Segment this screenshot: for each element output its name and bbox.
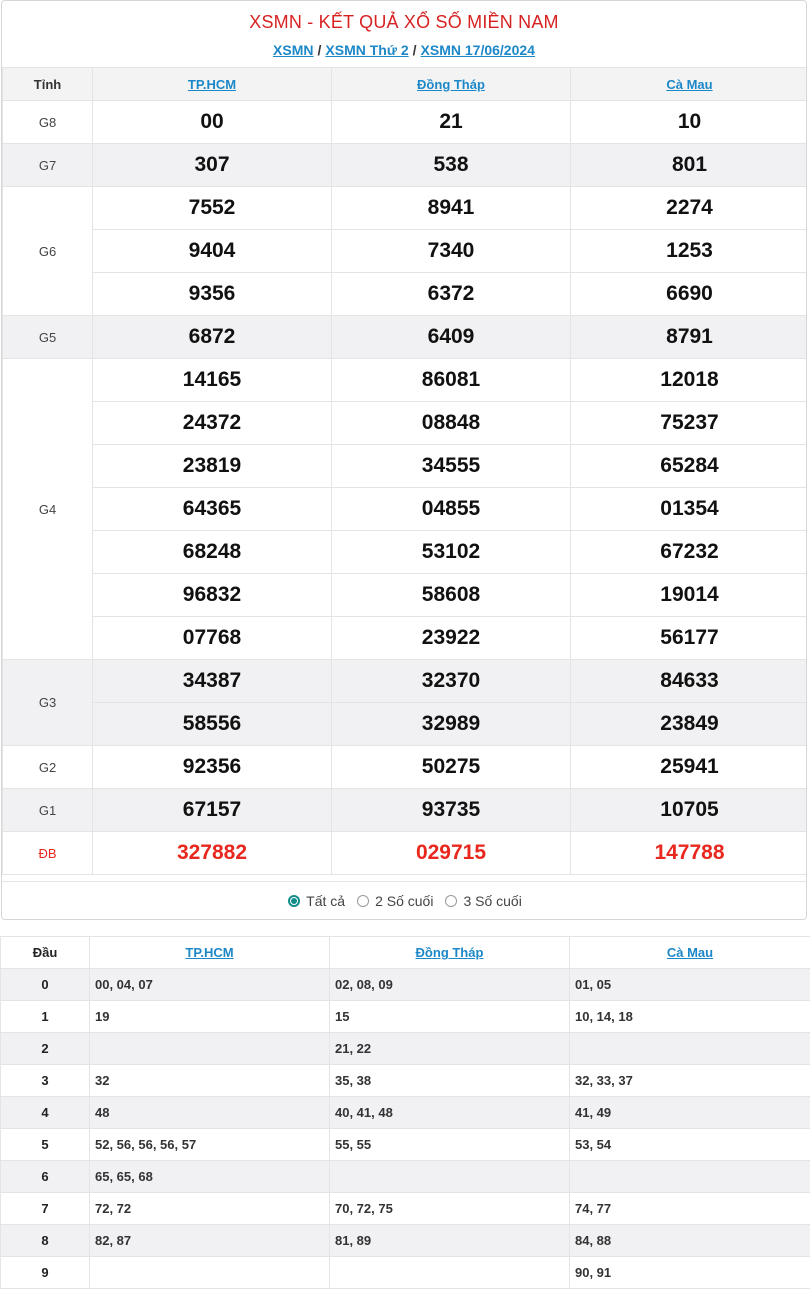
prize-number: 34387	[93, 660, 332, 703]
dau-table	[0, 936, 810, 1289]
prize-number: 2274	[571, 187, 808, 230]
dau-values	[330, 1161, 570, 1193]
prize-number: 23819	[93, 445, 332, 488]
prize-number: 07768	[93, 617, 332, 660]
prize-number: 12018	[571, 359, 808, 402]
dau-values: 35, 38	[330, 1065, 570, 1097]
dau-digit: 6	[1, 1161, 90, 1193]
prize-row	[3, 144, 808, 187]
radio-icon[interactable]	[288, 895, 300, 907]
option-label: Tất cả	[306, 893, 346, 909]
prize-number: 029715	[332, 832, 571, 875]
prize-number: 50275	[332, 746, 571, 789]
prize-row	[3, 488, 808, 531]
dau-digit: 5	[1, 1129, 90, 1161]
dau-values: 72, 72	[90, 1193, 330, 1225]
dau-row	[1, 1193, 810, 1225]
radio-icon[interactable]	[357, 895, 369, 907]
dau-link-tphcm[interactable]: TP.HCM	[185, 945, 234, 960]
prize-label: G7	[3, 144, 93, 187]
breadcrumb	[2, 42, 806, 58]
prize-number: 801	[571, 144, 808, 187]
dau-digit: 0	[1, 969, 90, 1001]
dau-values: 70, 72, 75	[330, 1193, 570, 1225]
option-2[interactable]	[445, 893, 521, 909]
column-header-province: Tỉnh	[3, 68, 93, 101]
dau-digit: 7	[1, 1193, 90, 1225]
prize-number: 67157	[93, 789, 332, 832]
dau-row	[1, 1257, 810, 1289]
prize-number: 1253	[571, 230, 808, 273]
prize-number: 23849	[571, 703, 808, 746]
dau-digit: 1	[1, 1001, 90, 1033]
prize-number: 67232	[571, 531, 808, 574]
prize-row	[3, 316, 808, 359]
prize-row	[3, 531, 808, 574]
dau-values: 21, 22	[330, 1033, 570, 1065]
dau-row	[1, 969, 810, 1001]
prize-row	[3, 574, 808, 617]
dau-header-camau	[570, 937, 810, 969]
prize-number: 56177	[571, 617, 808, 660]
option-label: 3 Số cuối	[463, 893, 522, 909]
prize-number: 307	[93, 144, 332, 187]
dau-values: 10, 14, 18	[570, 1001, 810, 1033]
results-card	[1, 0, 807, 920]
dau-values	[90, 1257, 330, 1289]
breadcrumb-separator: /	[412, 42, 417, 58]
column-header-tphcm	[93, 68, 332, 101]
breadcrumb-xsmn-date[interactable]: XSMN 17/06/2024	[420, 42, 535, 58]
prize-number: 25941	[571, 746, 808, 789]
dau-row	[1, 1129, 810, 1161]
province-link-tphcm[interactable]: TP.HCM	[187, 76, 237, 92]
prize-number: 8791	[571, 316, 808, 359]
breadcrumb-xsmn-thu2[interactable]: XSMN Thứ 2	[325, 42, 409, 58]
dau-digit: 2	[1, 1033, 90, 1065]
page-title: XSMN - KẾT QUẢ XỔ SỐ MIỀN NAM	[249, 12, 559, 32]
dau-values: 00, 04, 07	[90, 969, 330, 1001]
display-options	[2, 881, 807, 920]
prize-number: 10	[571, 101, 808, 144]
prize-label: G1	[3, 789, 93, 832]
prize-number: 9356	[93, 273, 332, 316]
prize-label: G2	[3, 746, 93, 789]
dau-values	[570, 1161, 810, 1193]
prize-number: 58608	[332, 574, 571, 617]
prize-number: 327882	[93, 832, 332, 875]
dau-values: 41, 49	[570, 1097, 810, 1129]
prize-number: 86081	[332, 359, 571, 402]
prize-number: 68248	[93, 531, 332, 574]
prize-number: 32989	[332, 703, 571, 746]
prize-row	[3, 617, 808, 660]
dau-digit: 8	[1, 1225, 90, 1257]
prize-number: 58556	[93, 703, 332, 746]
option-label: 2 Số cuối	[375, 893, 434, 909]
prize-row	[3, 187, 808, 230]
prize-number: 04855	[332, 488, 571, 531]
prize-number: 24372	[93, 402, 332, 445]
prize-number: 10705	[571, 789, 808, 832]
breadcrumb-xsmn[interactable]: XSMN	[273, 42, 314, 58]
prize-label: G4	[3, 359, 93, 660]
radio-icon[interactable]	[445, 895, 457, 907]
dau-digit: 3	[1, 1065, 90, 1097]
column-header-camau	[571, 68, 808, 101]
prize-row	[3, 746, 808, 789]
prize-row	[3, 230, 808, 273]
prize-number: 32370	[332, 660, 571, 703]
prize-number: 34555	[332, 445, 571, 488]
breadcrumb-separator: /	[317, 42, 322, 58]
dau-values: 82, 87	[90, 1225, 330, 1257]
dau-digit: 9	[1, 1257, 90, 1289]
dau-row	[1, 1001, 810, 1033]
prize-number: 7340	[332, 230, 571, 273]
prize-number: 93735	[332, 789, 571, 832]
prize-row	[3, 402, 808, 445]
prize-number: 08848	[332, 402, 571, 445]
column-header-dau: Đầu	[1, 937, 90, 969]
dau-values	[570, 1033, 810, 1065]
dau-values: 15	[330, 1001, 570, 1033]
dau-values: 32, 33, 37	[570, 1065, 810, 1097]
dau-header-dongthap	[330, 937, 570, 969]
prize-number: 147788	[571, 832, 808, 875]
prize-number: 92356	[93, 746, 332, 789]
column-header-dongthap	[332, 68, 571, 101]
results-header	[2, 1, 806, 67]
dau-row	[1, 1033, 810, 1065]
prize-number: 6872	[93, 316, 332, 359]
dau-values: 84, 88	[570, 1225, 810, 1257]
dau-link-camau[interactable]: Cà Mau	[666, 945, 714, 960]
dau-link-dongthap[interactable]: Đồng Tháp	[415, 945, 484, 960]
prize-label: G3	[3, 660, 93, 746]
option-1[interactable]	[357, 893, 433, 909]
dau-values: 55, 55	[330, 1129, 570, 1161]
prize-number: 6372	[332, 273, 571, 316]
prize-number: 65284	[571, 445, 808, 488]
prize-number: 14165	[93, 359, 332, 402]
prize-label: G5	[3, 316, 93, 359]
prize-number: 19014	[571, 574, 808, 617]
option-0[interactable]	[288, 893, 345, 909]
prize-row	[3, 789, 808, 832]
dau-header-tphcm	[90, 937, 330, 969]
dau-values: 65, 65, 68	[90, 1161, 330, 1193]
prize-number: 7552	[93, 187, 332, 230]
dau-values: 32	[90, 1065, 330, 1097]
province-link-dongthap[interactable]: Đồng Tháp	[417, 76, 485, 92]
prize-number: 53102	[332, 531, 571, 574]
dau-row	[1, 1065, 810, 1097]
prize-number: 21	[332, 101, 571, 144]
dau-values	[90, 1033, 330, 1065]
dau-values: 19	[90, 1001, 330, 1033]
prize-number: 6409	[332, 316, 571, 359]
prize-row	[3, 273, 808, 316]
prize-number: 6690	[571, 273, 808, 316]
prize-number: 538	[332, 144, 571, 187]
prize-row	[3, 101, 808, 144]
prize-row	[3, 359, 808, 402]
results-table	[2, 67, 807, 875]
dau-values	[330, 1257, 570, 1289]
prize-number: 96832	[93, 574, 332, 617]
prize-label: ĐB	[3, 832, 93, 875]
dau-digit: 4	[1, 1097, 90, 1129]
prize-number: 75237	[571, 402, 808, 445]
dau-row	[1, 1161, 810, 1193]
prize-row	[3, 445, 808, 488]
province-link-camau[interactable]: Cà Mau	[666, 76, 713, 92]
dau-values: 90, 91	[570, 1257, 810, 1289]
dau-values: 74, 77	[570, 1193, 810, 1225]
prize-number: 9404	[93, 230, 332, 273]
dau-values: 40, 41, 48	[330, 1097, 570, 1129]
prize-label: G6	[3, 187, 93, 316]
prize-row	[3, 832, 808, 875]
dau-values: 81, 89	[330, 1225, 570, 1257]
prize-number: 64365	[93, 488, 332, 531]
prize-number: 01354	[571, 488, 808, 531]
prize-row	[3, 703, 808, 746]
prize-row	[3, 660, 808, 703]
prize-number: 00	[93, 101, 332, 144]
prize-number: 84633	[571, 660, 808, 703]
prize-number: 8941	[332, 187, 571, 230]
dau-row	[1, 1225, 810, 1257]
dau-values: 01, 05	[570, 969, 810, 1001]
prize-label: G8	[3, 101, 93, 144]
dau-values: 48	[90, 1097, 330, 1129]
dau-values: 02, 08, 09	[330, 969, 570, 1001]
dau-values: 53, 54	[570, 1129, 810, 1161]
prize-number: 23922	[332, 617, 571, 660]
dau-values: 52, 56, 56, 56, 57	[90, 1129, 330, 1161]
dau-row	[1, 1097, 810, 1129]
